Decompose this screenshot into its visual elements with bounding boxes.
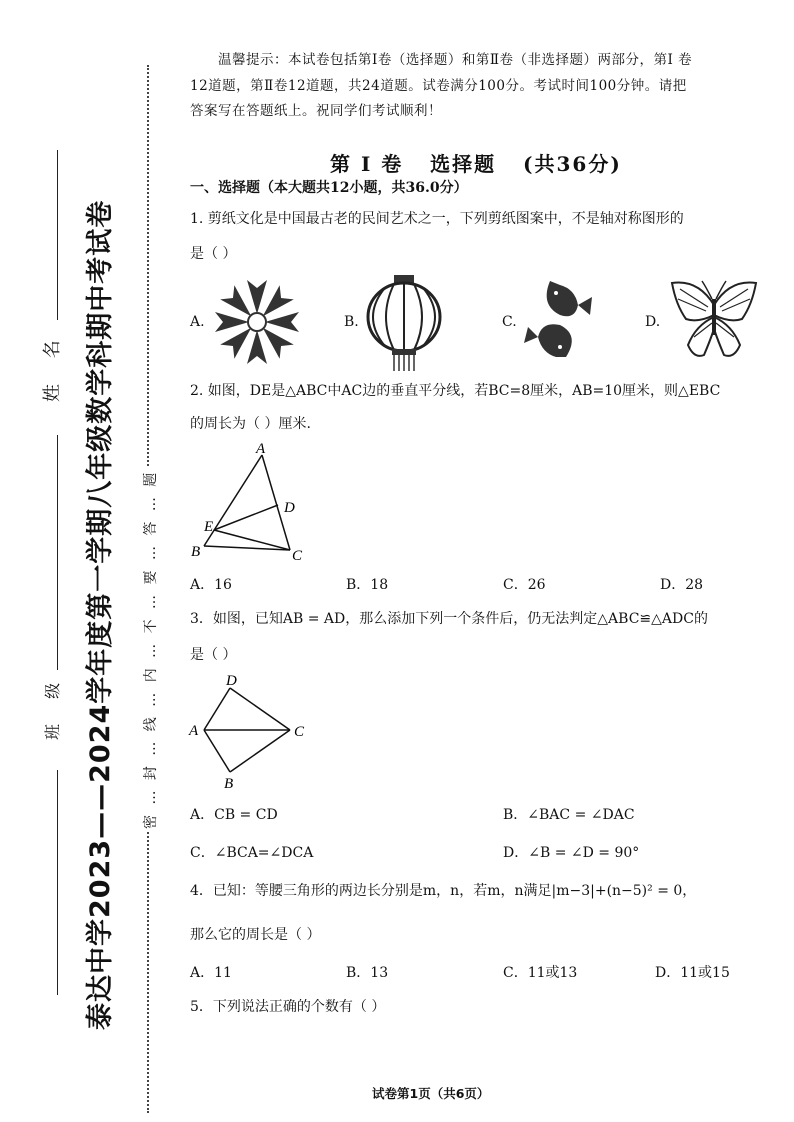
name-label: 姓 名 — [42, 330, 63, 402]
q2-option-c[interactable]: C．26 — [503, 577, 546, 593]
class-field-line-lower — [57, 770, 58, 995]
q4-option-d[interactable]: D．11或15 — [655, 965, 730, 981]
q2-option-a[interactable]: A．16 — [190, 577, 232, 593]
q2-label-e: E — [204, 519, 214, 535]
exam-title-vertical: 泰达中学2023——2024学年度第一学期八年级数学科期中考试卷 — [85, 199, 116, 1030]
q4-option-a[interactable]: A．11 — [190, 965, 232, 981]
question-5-text: 5．下列说法正确的个数有（ ） — [190, 999, 386, 1015]
question-3-text-cont: 是（ ） — [190, 647, 237, 663]
question-4-text-cont: 那么它的周长是（ ） — [190, 927, 321, 943]
page-footer: 试卷第1页（共6页） — [372, 1086, 490, 1101]
q2-label-b: B — [191, 544, 201, 560]
question-1-text: 1. 剪纸文化是中国最古老的民间艺术之一，下列剪纸图案中，不是轴对称图形的 — [190, 211, 684, 227]
q4-option-c[interactable]: C．11或13 — [503, 965, 578, 981]
q1-option-c-label[interactable]: C. — [502, 314, 517, 330]
q2-option-d[interactable]: D．28 — [660, 577, 704, 593]
q3-quadrilateral-figure — [186, 670, 316, 800]
q3-label-b: B — [224, 776, 234, 792]
name-field-line — [57, 150, 58, 320]
q1-option-a-label[interactable]: A. — [190, 314, 205, 330]
papercut-lantern-image[interactable] — [364, 273, 444, 373]
q3-option-a[interactable]: A．CB = CD — [190, 807, 278, 823]
q3-option-d[interactable]: D．∠B = ∠D = 90° — [503, 845, 640, 861]
q3-option-c[interactable]: C．∠BCA=∠DCA — [190, 845, 314, 861]
question-2-text-cont: 的周长为（ ）厘米. — [190, 416, 311, 432]
papercut-flower-image[interactable] — [205, 277, 310, 367]
q3-label-d: D — [226, 673, 237, 689]
q2-label-a: A — [256, 441, 266, 457]
notice-line-1: 温馨提示：本试卷包括第Ⅰ卷（选择题）和第Ⅱ卷（非选择题）两部分，第Ⅰ 卷 — [218, 52, 693, 68]
question-4-text: 4．已知：等腰三角形的两边长分别是m，n，若m，n满足|m−3|+(n−5)² = 0， — [190, 883, 697, 899]
question-2-text: 2. 如图，DE是△ABC中AC边的垂直平分线，若BC=8厘米，AB=10厘米，则△EBC — [190, 383, 721, 399]
class-field-line — [57, 435, 58, 670]
class-label: 班 级 — [43, 672, 62, 740]
notice-line-3: 答案写在答题纸上。祝同学们考试顺利！ — [190, 103, 442, 119]
q1-option-d-label[interactable]: D. — [645, 314, 661, 330]
q2-label-c: C — [292, 548, 303, 564]
q2-label-d: D — [284, 500, 295, 516]
q3-option-b[interactable]: B．∠BAC = ∠DAC — [503, 807, 635, 823]
seal-instruction: 密 … 封 … 线 … 内 … 不 … 要 … 答 … 题 — [140, 467, 160, 832]
section-title: 第 Ⅰ 卷 选择题 (共36分) — [330, 152, 622, 176]
q3-label-c: C — [294, 724, 305, 740]
papercut-fish-image[interactable] — [520, 275, 600, 365]
question-1-text-cont: 是（ ） — [190, 246, 237, 262]
papercut-butterfly-image[interactable] — [668, 275, 760, 365]
q4-option-b[interactable]: B．13 — [346, 965, 389, 981]
q2-option-b[interactable]: B．18 — [346, 577, 389, 593]
part-heading: 一、选择题（本大题共12小题，共36.0分） — [190, 180, 468, 196]
q2-triangle-figure — [188, 438, 318, 568]
q1-option-b-label[interactable]: B. — [344, 314, 359, 330]
notice-line-2: 12道题，第Ⅱ卷12道题，共24道题。试卷满分100分。考试时间100分钟。请把 — [190, 78, 687, 94]
question-3-text: 3．如图，已知AB = AD，那么添加下列一个条件后，仍无法判定△ABC≌△ADC的 — [190, 611, 708, 627]
q3-label-a: A — [189, 723, 199, 739]
